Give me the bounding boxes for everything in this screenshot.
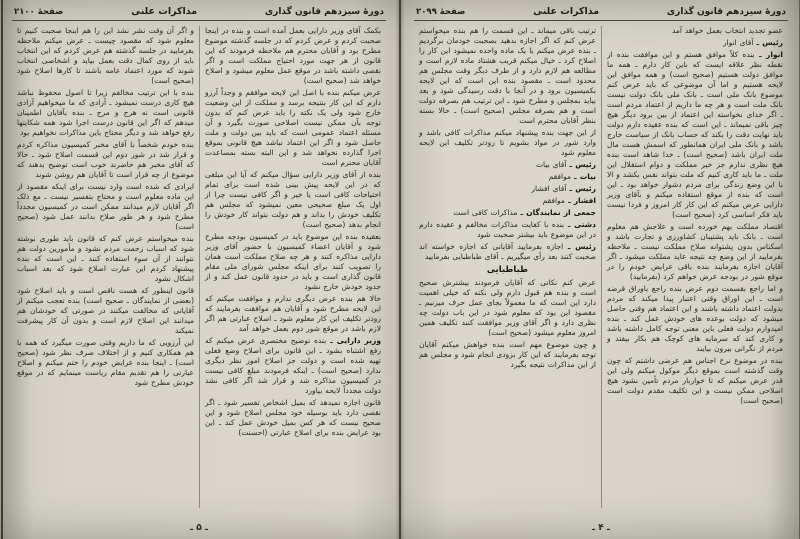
page-header [12,6,386,21]
paragraph: ایرادی که شده است وارد نیست برای اینکه مقصود از این ماده معلوم است و محتاج بتفسیر نیست ـ مع ذلک اگر آقایان لازم میدانند ممکن است در کمیسیون مجدداً مطرح شود و هر طور صلاح بدانند عمل شود (صحیح است) [17,182,194,231]
paragraph: و چون موضوع مهم است بنده خواهش میکنم آقایان توجه بفرمایند که این کار بزودی انجام شود و مجلس هم از این مذاکرات نتیجه بگیرد [419,340,596,369]
paragraph: و اما راجع بقسمت دوم عرض بنده راجع باوراق قرضه است ـ این اوراق وقتی اعتبار پیدا میکند که مردم بدولت اعتماد داشته باشند و این اعتماد هم وقتی حاصل میشود که دولت بوعده های خودش عمل کند ـ بنده امیدوارم دولت فعلی باین معنی توجه کامل داشته باشد و کاری کند که سرمایه های کوچک هم بکار بیفتد و مردم از نگرانی بیرون بیایند [607,284,783,353]
text-column-left [12,26,199,508]
speaker-label: بیات ـ [570,172,596,181]
paragraph: اقتصاد مملکت بهم خورده است و علاجش هم معلوم است ـ بانک باید پشتیبان کشاورزی و تجارت باشد و اسکناس بدون پشتوانه صلاح مملکت نیست ـ ملاحظه بفرمایید از این وضع چه نتیجه عاید مملکت میشود ـ اگر آقایان اجازه بفرمایند بنده باقی عرایض خودم را در موقع شور در بودجه عرض خواهم کرد (بفرمایید) [607,222,783,281]
paragraph: و اگر آن وقت نشر نشد این را هم اینجا صحبت کنیم تا معلوم شود که مقصود چیست ـ عرض میکنم ملاحظه بفرمایید در جلسه گذشته هم عرض کردم که این انتخاب باید از روی کمال دقت بعمل بیاید و اشخاصی انتخاب شوند که مورد اعتماد عامه باشند تا کارها اصلاح شود (صحیح است) [17,26,194,85]
speaker-label: انوار ـ [754,50,783,59]
page-number-label: صفحهٔ ۲۱۰۰ [14,7,64,17]
paragraph: بنده از آقای وزیر دارایی سؤال میکنم که آیا این مبلغی که در این لایحه پیش بینی شده است برای تمام احتیاجات کافی است یا خیر و اگر کافی نیست چرا از اول یک مبلغ صحیحی معین نمیشود که مجلس هم تکلیف خودش را بداند و هم دولت بتواند کار خودش را انجام بدهد (صحیح است) [205,170,381,229]
page-right [402,0,800,539]
session-title: دورهٔ سیزدهم قانون گذاری [666,7,786,17]
gutter-line [399,0,401,539]
paragraph: بنده میخواستم عرض کنم که قانون باید طوری نوشته شود که اسباب زحمت مردم نشود و مأمورین دولت هم نتوانند از آن سوء استفاده کنند ـ این است که بنده پیشنهاد کردم این عبارت اصلاح شود که بعد اسباب اشکال نشود [17,234,194,283]
paragraph: عرض کنم نکاتی که آقایان فرمودند بیشترش صحیح است و بنده هم قبول دارم ولی نکته که خیلی اهمیت دارد این است که ما معمولاً بجای عمل حرف میزنیم ـ مقصود این بود که معلوم شود در این باب دولت چه نظری دارد و اگر آقای وزیر موافقت کنند تکلیف همین امروز معلوم میشود (صحیح است) [419,278,596,337]
speaker-label: وزیر دارایی ـ [326,336,381,345]
paragraph: جمعی از نمایندگان ـ مذاکرات کافی است [453,208,596,217]
paragraph: بنده با این ترتیب مخالفم زیرا تا اصول محفوظ نباشد هیچ کاری درست نمیشود ـ آزادی که ما میخواهیم آزادی قانونی است نه هرج و مرج ـ بنده بآقایان اطمینان میدهم که اگر این قانون درست اجرا شود همه شکایتها رفع خواهد شد و دیگر محتاج باین مذاکرات نخواهیم بود [17,88,194,137]
paragraph: بنده خودم شخصاً با آقای مخبر کمیسیون مذاکره کردم و قرار شد در شور دوم این قسمت اصلاح شود ـ حالا که آقای مخبر هم حاضرند خوب است توضیح بدهند که موضوع از چه قرار است تا آقایان هم روشن شوند [17,140,194,179]
session-title: دورهٔ سیزدهم قانون گذاری [264,7,384,17]
text-column-right [199,26,386,508]
paragraph: قانون اجازه نمیدهد که بمیل اشخاص تفسیر شود ـ اگر نقصی دارد باید بوسیله خود مجلس اصلاح شود و این صحیح نیست که هر کس بمیل خودش عمل کند ـ این بود عرایض بنده برای اصلاح عبارتی (احسنت) [205,398,381,437]
text-column-left [414,26,601,508]
paragraph: قانون اینطور که هست ناقص است و باید اصلاح شود (بعضی از نمایندگان ـ صحیح است) بنده تعجب میکنم از آقایانی که مخالفت میکنند در صورتی که خودشان هم میدانند این اصلاح لازم است و بدون آن کار پیشرفت نمیکند [17,286,194,335]
page-left [0,0,398,539]
paragraph: انوار ـ بنده کلاً موافق هستم و این موافقت بنده از نقطه نظر علاقه ایست که باین کار دارم ـ همه ما موافق دولت هستیم (صحیح است) و همه موافق این لایحه هستیم و اما آن موضوعی که باید عرض کنم موضوع بانک ملی است ـ بانک ملی بانک دولت نیست بانک ملت است و هر چه ما داریم از اعتماد مردم است ـ اگر خدای نخواسته این اعتماد از بین برود دیگر هیچ چیز باقی نمیماند ـ این است که بنده عقیده دارم دولت باید نهایت دقت را بکند که حساب بانک از سیاست خارج باشد و بانک ملی ایران همانطور که اسمش هست مال ملت ایران باشد (صحیح است) ـ خدا شاهد است بنده هیچ نظری ندارم جز خیر مملکت و دوام استقلال این ملت ـ ما باید کاری کنیم که ملت بتواند نفس بکشد و الا با این وضع زندگی برای مردم دشوار خواهد بود ـ این است که بنده از موقع استفاده میکنم و بآقای وزیر دارایی عرض میکنم که این کار کار امروز و فردا نیست باید فکر اساسی کرد (صحیح است) [607,50,783,219]
paragraph: رئیس ـ آقای بیات [536,160,596,169]
paragraph: بعقیده بنده این موضوع باید در کمیسیون بودجه مطرح شود و آقایان اعضاء کمیسیون با حضور آقای وزیر دارایی مذاکره کنند و هر چه صلاح مملکت است همان را تصویب کنند برای اینکه مجلس شورای ملی مقام قانون گذاری است و باید در حدود قانون عمل کند و از حدود خودش خارج نشود [205,232,381,291]
paragraph: رئیس ـ آقای انوار [722,38,783,47]
paragraph: بنده در موضوع نرخ اجناس هم عرضی داشتم که چون وقت گذشته است بموقع دیگر موکول میکنم ولی این قدر عرض میکنم که تا خواربار مردم تأمین نشود هیچ اصلاحی ممکن نیست و این تکلیف مقدم دولت است (صحیح است) [607,356,783,405]
paragraph: حالا هم بنده عرض دیگری ندارم و موافقت میکنم که این لایحه مطرح شود و آقایان هم موافقت بفرمایند که زودتر تکلیف این کار معلوم شود ـ اصلاح عبارتی هم اگر لازم باشد در موقع شور دوم بعمل خواهد آمد [205,294,381,333]
paragraph: افشار ـ موافقم [542,196,596,205]
paragraph: رئیس ـ اجازه بفرمایید آقایانی که اجازه خواسته اند صحبت کنند بعد رأی میگیریم ـ آقای طباطبایی بفرمایید [419,242,596,261]
speaker-label: افشار ـ [564,196,596,205]
speaker-name: طباطبایی [486,265,529,275]
paragraph: عرض میکنم بنده با اصل این لایحه موافقم و وجداً آرزو دارم که این کار بنتیجه برسد و مملکت از این وضعیت خارج شود ولی یک نکته را باید عرض کنم که بدون توجه بآن ممکن نیست اصلاحی صورت بگیرد و آن مسئله اعتماد عمومی است که باید بین دولت و ملت حاصل شود و اگر این اعتماد نباشد هیچ قانونی بموقع اجرا گذارده نخواهد شد و این البته بسته بمساعدت آقایان محترم است [205,88,381,167]
paragraph: رئیس ـ آقای افشار [531,184,596,193]
speaker-label: رئیس ـ [566,160,596,169]
paragraph: عضو تجدید انتخاب بعمل خواهد آمد [671,26,783,35]
speaker-label: رئیس ـ [566,184,596,193]
page-header [414,6,788,21]
speaker-label: دشتی ـ [564,220,596,229]
paragraph: بکمک آقای وزیر دارایی بعمل آمده است و بنده در اینجا صحبت کردم و عرض کردم که در جلسه گذشته موضوع مطرح بود و آقایان محترم هم ملاحظه فرمودند که این قانون از هر جهت مورد احتیاج مملکت است و اگر نقصی داشته باشد در موقع عمل معلوم میشود و اصلاح خواهد شد (صحیح است) [205,26,381,85]
page-footer-number: ـ ۴ ـ [592,523,610,533]
paragraph: دشتی ـ بنده با کفایت مذاکرات مخالفم و عقیده دارم در این موضوع باید بیشتر صحبت شود [419,220,596,239]
speaker-label: رئیس ـ [753,38,783,47]
page-body [414,26,788,508]
paragraph: این آرزویی که ما داریم وقتی صورت میگیرد که همه با هم همکاری کنیم و از اختلاف صرف نظر شود (صحیح است) ـ اینجا بنده عرایض خودم را ختم میکنم و اصلاح عبارتی را هم تقدیم مقام ریاست مینمایم که در موقع خودش مطرح شود [17,338,194,387]
paragraph: بیات ـ موافقم [548,172,596,181]
page-footer-number: ـ ۵ ـ [190,523,208,533]
page-title: مذاکرات علنی [533,6,600,17]
page-body [12,26,386,508]
text-column-right [601,26,788,508]
speaker-label: جمعی از نمایندگان ـ [517,208,596,217]
page-title: مذاکرات علنی [131,6,198,17]
paragraph: وزیر دارایی ـ بنده توضیح مختصری عرض میکنم که رفع اشتباه بشود ـ این قانون برای اصلاح وضع فعلی تهیه شده است و دولت جز اصلاح امور نظر دیگری ندارد (صحیح است) ـ اینکه فرمودند مبلغ کافی نیست در کمیسیون مذاکره شد و قرار شد اگر کافی نشد دولت مجدداً لایحه بیاورد [205,336,381,395]
speaker-label: رئیس ـ [563,242,596,251]
paragraph: از این جهت بنده پیشنهاد میکنم مذاکرات کافی باشد و وارد شور در مواد بشویم تا زودتر تکلیف این لایحه معلوم شود [419,128,596,157]
paragraph: ترتیب باقی میماند ـ این قسمت را هم بنده میخواستم عرض کنم که اگر اجازه بدهید بصحبت خودمان برگردیم ـ بنده عرض میکنم با یک ماده واحده نمیشود این کار را اصلاح کرد ـ خیال میکنم قریب هشتاد ماده لازم است و مطالعه هم لازم دارد و از طرف دیگر وقت مجلس هم محدود است ـ مقصود بنده این است که این لایحه بکمیسیون برود و در آنجا با دقت رسیدگی شود و بعد بیاید بمجلس و مطرح شود ـ این ترتیب هم بصرفه دولت است و هم بصرفه مجلس (صحیح است) ـ حالا بسته بنظر آقایان محترم است [419,26,596,125]
page-number-label: صفحهٔ ۲۰۹۹ [416,7,466,17]
